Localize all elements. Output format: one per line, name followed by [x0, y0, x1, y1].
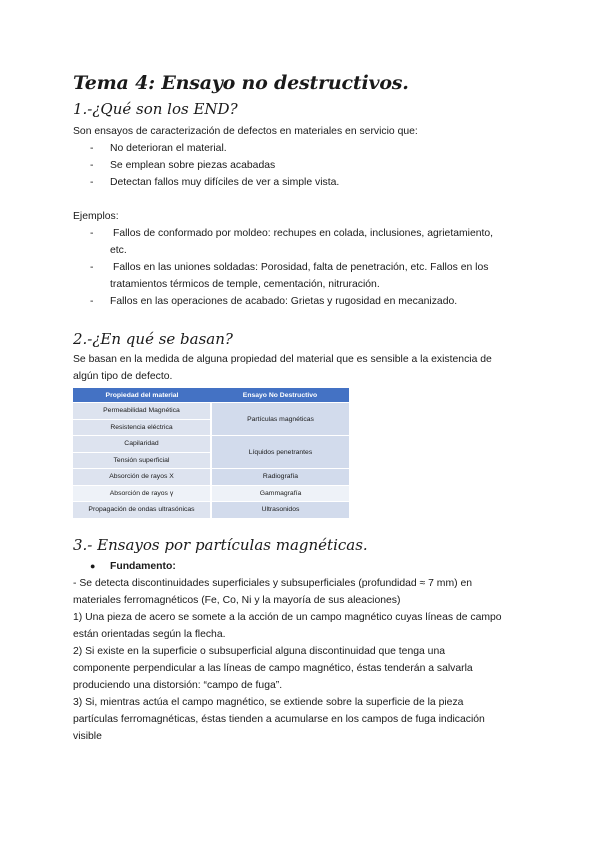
bullet-dash: -	[90, 143, 94, 154]
table-cell-property: Permeabilidad Magnética	[73, 403, 211, 420]
body-line: 2) Si existe en la superficie o subsuperficial alguna discontinuidad que tenga una	[73, 646, 445, 657]
section-2-heading: 2.-¿En qué se basan?	[73, 330, 233, 348]
example-item-cont: etc.	[110, 245, 127, 256]
table-cell-property: Absorción de rayos X	[73, 469, 211, 486]
examples-label: Ejemplos:	[73, 211, 119, 222]
example-item: Fallos en las operaciones de acabado: Grietas y rugosidad en mecanizado.	[110, 296, 458, 307]
table-cell-test: Partículas magnéticas	[211, 403, 349, 436]
bullet-dot-icon: ●	[90, 561, 96, 571]
example-dash: -	[90, 296, 94, 307]
section-3-heading: 3.- Ensayos por partículas magnéticas.	[73, 536, 368, 554]
bullet-item: Se emplean sobre piezas acabadas	[110, 160, 276, 171]
example-item: Fallos en las uniones soldadas: Porosidad, falta de penetración, etc. Fallos en los	[113, 262, 489, 273]
table-cell-test: Radiografía	[211, 469, 349, 486]
table-cell-test: Gammagrafía	[211, 485, 349, 502]
section-1-intro: Son ensayos de caracterización de defectos en materiales en servicio que:	[73, 126, 418, 137]
body-line: componente perpendicular a las líneas de campo magnético, éstas tenderán a salvarla	[73, 663, 473, 674]
example-item-cont: tratamientos térmicos de temple, cementación, nitruración.	[110, 279, 380, 290]
table-header-property: Propiedad del material	[73, 388, 211, 403]
bullet-dash: -	[90, 177, 94, 188]
body-line: están orientadas según la flecha.	[73, 629, 226, 640]
table-cell-property: Capilaridad	[73, 436, 211, 453]
example-dash: -	[90, 262, 94, 273]
table-cell-property: Tensión superficial	[73, 452, 211, 469]
example-dash: -	[90, 228, 94, 239]
example-item: Fallos de conformado por moldeo: rechupes en colada, inclusiones, agrietamiento,	[113, 228, 494, 239]
table-cell-property: Resistencia eléctrica	[73, 419, 211, 436]
bullet-item: No deterioran el material.	[110, 143, 227, 154]
body-line: 3) Si, mientras actúa el campo magnético, se extiende sobre la superficie de la pieza	[73, 697, 464, 708]
body-line: 1) Una pieza de acero se somete a la acción de un campo magnético cuyas líneas de campo	[73, 612, 502, 623]
table-cell-property: Propagación de ondas ultrasónicas	[73, 502, 211, 519]
fundamento-label: Fundamento:	[110, 561, 176, 572]
body-line: produciendo una distorsión: “campo de fuga”.	[73, 680, 283, 691]
bullet-item: Detectan fallos muy difíciles de ver a simple vista.	[110, 177, 340, 188]
document-title: Tema 4: Ensayo no destructivos.	[73, 72, 409, 94]
section-1-heading: 1.-¿Qué son los END?	[73, 100, 238, 118]
table-cell-property: Absorción de rayos γ	[73, 485, 211, 502]
table-cell-test: Líquidos penetrantes	[211, 436, 349, 469]
body-line: materiales ferromagnéticos (Fe, Co, Ni y la mayoría de sus aleaciones)	[73, 595, 401, 606]
table-header-test: Ensayo No Destructivo	[211, 388, 349, 403]
body-line: - Se detecta discontinuidades superficiales y subsuperficiales (profundidad ≈ 7 mm) en	[73, 578, 473, 589]
body-line: partículas ferromagnéticas, éstas tienden a acumularse en los campos de fuga indicación	[73, 714, 485, 725]
properties-table	[73, 388, 349, 519]
body-line: visible	[73, 731, 102, 742]
section-2-text-cont: algún tipo de defecto.	[73, 371, 173, 382]
section-2-text: Se basan en la medida de alguna propiedad del material que es sensible a la existencia de	[73, 354, 492, 365]
table-cell-test: Ultrasonidos	[211, 502, 349, 519]
bullet-dash: -	[90, 160, 94, 171]
